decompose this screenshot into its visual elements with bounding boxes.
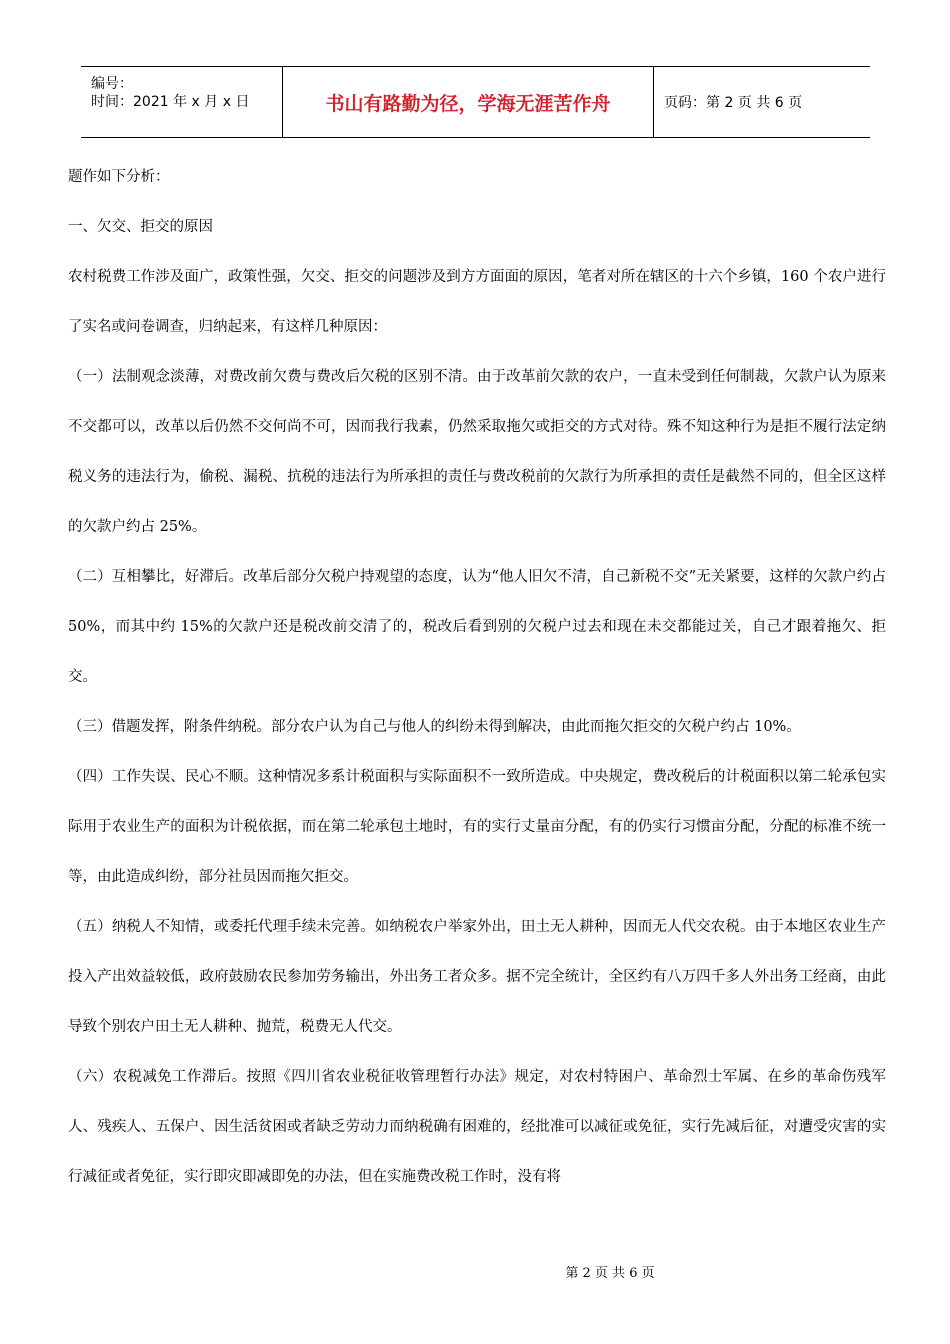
header-page-info: 页码：第 2 页 共 6 页 — [664, 95, 803, 111]
paragraph: 农村税费工作涉及面广，政策性强，欠交、拒交的问题涉及到方方面面的原因，笔者对所在辖区的十六个乡镇，160 个农户进行了实名或问卷调查，归纳起来，有这样几种原因： — [68, 269, 886, 335]
paragraph: 题作如下分析： — [68, 169, 170, 185]
section-heading: 一、欠交、拒交的原因 — [68, 219, 213, 235]
paragraph: （五）纳税人不知情，或委托代理手续未完善。如纳税农户举家外出，田土无人耕种，因而无人代交农税。由于本地区农业生产投入产出效益较低，政府鼓励农民参加劳务输出，外出务工者众多。据不完全统计，全区约有八万四千多人外出务工经商，由此导致个别农户田土无人耕种、抛荒，税费无人代交。 — [68, 919, 886, 1035]
paragraph: （六）农税减免工作滞后。按照《四川省农业税征收管理暂行办法》规定，对农村特困户、革命烈士军属、在乡的革命伤残军人、残疾人、五保户、因生活贫困或者缺乏劳动力而纳税确有困难的，经批准可以减征或免征，实行先减后征，对遭受灾害的实行减征或者免征，实行即灾即减即免的办法，但在实施费改税工作时，没有将 — [68, 1069, 886, 1185]
document-time-label: 时间：2021 年 x 月 x 日 — [91, 94, 250, 110]
page-header — [81, 66, 870, 138]
document-body — [68, 152, 886, 1202]
paragraph: （一）法制观念淡薄，对费改前欠费与费改后欠税的区别不清。由于改革前欠款的农户，一直未受到任何制裁，欠款户认为原来不交都可以，改革以后仍然不交何尚不可，因而我行我素，仍然采取拖欠或拒交的方式对待。殊不知这种行为是拒不履行法定纳税义务的违法行为，偷税、漏税、抗税的违法行为所承担的责任与费改税前的欠款行为所承担的责任是截然不同的，但全区这样的欠款户约占 25%。 — [68, 369, 886, 535]
footer-page-number: 第 2 页 共 6 页 — [565, 1266, 655, 1281]
page-footer — [0, 1262, 950, 1281]
paragraph: （二）互相攀比，好滞后。改革后部分欠税户持观望的态度，认为“他人旧欠不清，自己新税不交”无关紧要，这样的欠款户约占 50%，而其中约 15%的欠款户还是税改前交清了的，税改后看到别的欠税户过去和现在未交都能过关，自己才跟着拖欠、拒交。 — [68, 569, 886, 685]
header-motto: 书山有路勤为径，学海无涯苦作舟 — [283, 67, 654, 137]
paragraph: （三）借题发挥，附条件纳税。部分农户认为自己与他人的纠纷未得到解决，由此而拖欠拒交的欠税户约占 10%。 — [68, 719, 801, 735]
paragraph: （四）工作失误、民心不顺。这种情况多系计税面积与实际面积不一致所造成。中央规定，费改税后的计税面积以第二轮承包实际用于农业生产的面积为计税依据，而在第二轮承包土地时，有的实行丈量亩分配，有的仍实行习惯亩分配，分配的标准不统一等，由此造成纠纷，部分社员因而拖欠拒交。 — [68, 769, 886, 885]
document-number-label: 编号： — [91, 76, 133, 92]
header-meta-cell — [81, 67, 283, 137]
